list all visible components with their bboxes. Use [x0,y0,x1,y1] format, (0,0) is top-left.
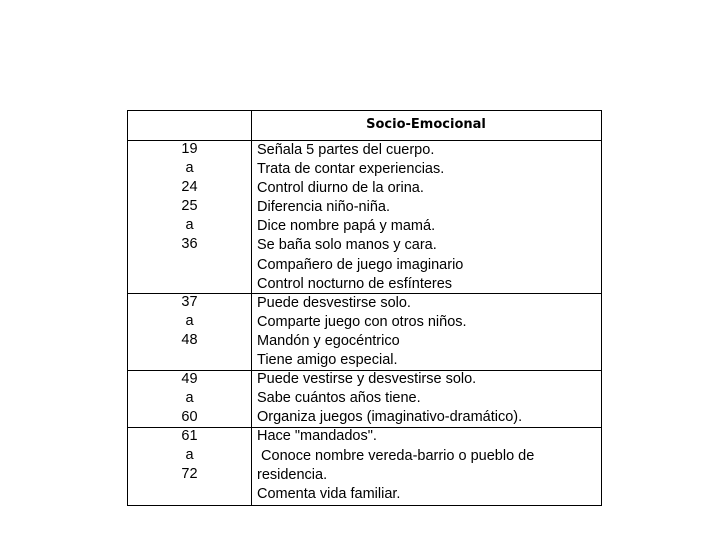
age-to: 48 [181,332,198,348]
socio-emotional-items [257,141,597,504]
item: Puede desvestirse solo. [257,294,411,311]
age-to: 72 [181,466,198,482]
development-table [127,110,602,506]
item: Dice nombre papá y mamá. [257,218,436,235]
age-group-37-48 [128,293,251,350]
age-sep: a [185,447,194,463]
item: Compañero de juego imaginario [257,256,464,273]
age-group-61-72 [128,427,251,484]
item: residencia. [257,466,328,483]
column-divider [251,111,252,505]
age-sep: a [185,217,194,233]
age-to: 60 [181,409,198,425]
item: Señala 5 partes del cuerpo. [257,142,435,158]
age-sep: a [185,160,194,176]
item: Puede vestirse y desvestirse solo. [257,371,477,388]
column-header-socio-emocional: Socio-Emocional [366,117,486,132]
item: Diferencia niño-niña. [257,199,390,216]
age-to: 24 [181,179,198,195]
age-sep: a [185,313,194,329]
age-from: 49 [181,371,198,387]
age-from: 25 [181,198,198,214]
item: Control nocturno de esfínteres [257,275,453,292]
item: Comenta vida familiar. [257,485,401,502]
item: Organiza juegos (imaginativo-dramático). [257,409,523,426]
age-from: 37 [181,294,198,310]
age-sep: a [185,390,194,406]
age-group-25-36 [128,197,251,254]
item: Hace "mandados". [257,428,377,445]
age-group-49-60 [128,370,251,427]
table-header-row [128,111,601,141]
item: Conoce nombre vereda-barrio o pueblo de [257,447,535,464]
item: Sabe cuántos años tiene. [257,390,421,407]
item: Se baña solo manos y cara. [257,237,437,254]
age-to: 36 [181,236,198,252]
item: Comparte juego con otros niños. [257,313,467,330]
age-group-19-24 [128,140,251,197]
age-from: 61 [181,428,198,444]
item: Control diurno de la orina. [257,180,424,197]
item: Tiene amigo especial. [257,352,398,369]
item: Trata de contar experiencias. [257,161,445,178]
age-from: 19 [181,141,198,157]
item: Mandón y egocéntrico [257,332,400,349]
